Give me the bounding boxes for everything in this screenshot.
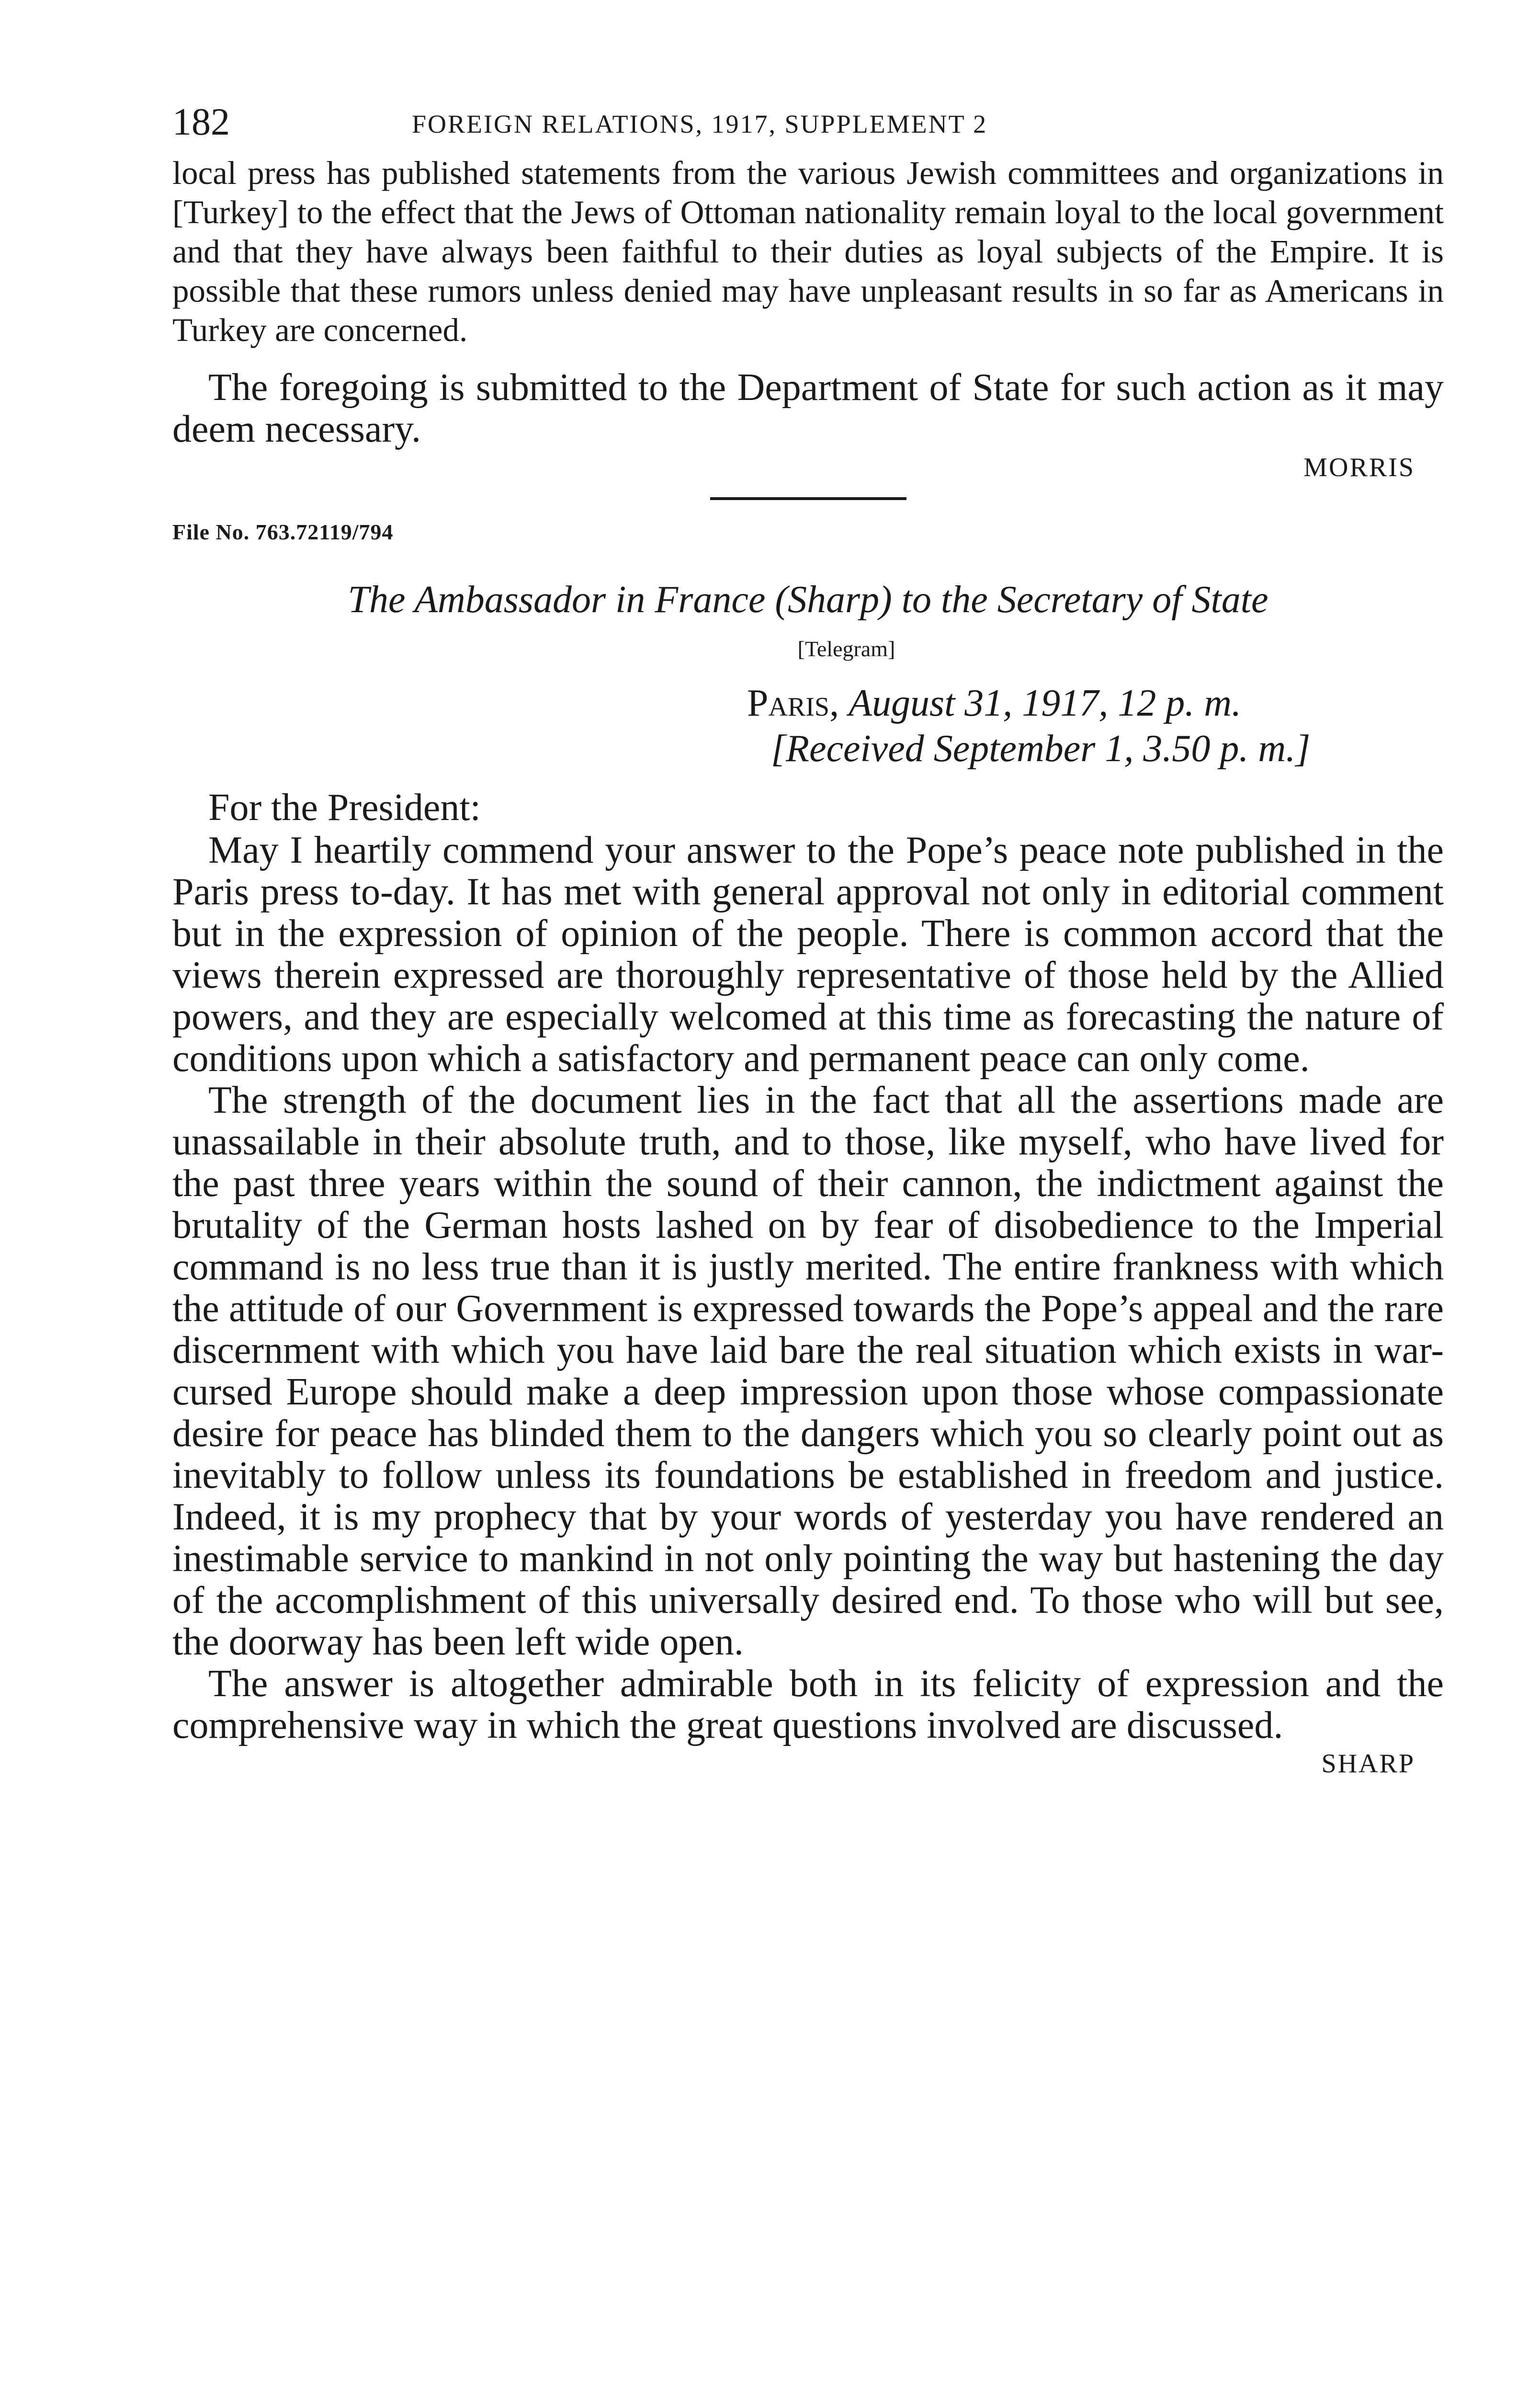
- body-paragraph-1: May I heartily commend your answer to the Pope’s peace note published in the Paris press to-day. It has met with general approval not only in editorial comment but in the expression of opinion of the people. There is common accord that the views therein expressed are thoroughly representative of those held by the Allied powers, and they are especially welcomed at this time as forecasting the nature of conditions upon which a satisfactory and permanent peace can only come.: [172, 829, 1444, 1080]
- document-type: [Telegram]: [797, 637, 895, 661]
- running-title: FOREIGN RELATIONS, 1917, SUPPLEMENT 2: [412, 110, 988, 138]
- document-page: [172, 101, 1444, 1779]
- salutation: For the President:: [208, 787, 481, 829]
- dateline-received: [Received September 1, 3.50 p. m.]: [771, 728, 1311, 770]
- signature-morris: MORRIS: [1303, 453, 1415, 482]
- closing-paragraph: The foregoing is submitted to the Department of State for such action as it may deem necessary.: [172, 366, 1444, 450]
- page-number: 182: [172, 101, 230, 143]
- dateline: [172, 681, 1444, 772]
- body-paragraph-2: The strength of the document lies in the fact that all the assertions made are unassailable in their absolute truth, and to those, like myself, who have lived for the past three years within the sound of their cannon, the indictment against the brutality of the German hosts lashed on by fear of disobedience to the Imperial command is no less true than it is justly merited. The entire frankness with which the attitude of our Government is expressed towards the Pope’s appeal and the rare discernment with which you have laid bare the real situation which exists in war-cursed Europe should make a deep impression upon those whose compassionate desire for peace has blinded them to the dangers which you so clearly point out as inevitably to follow unless its foundations be established in freedom and justice. Indeed, it is my prophecy that by your words of yesterday you have rendered an inestimable service to mankind in not only pointing the way but hastening the day of the accomplishment of this universally desired end. To those who will but see, the doorway has been left wide open.: [172, 1079, 1444, 1663]
- body-paragraph-3: The answer is altogether admirable both in its felicity of expression and the comprehensive way in which the great questions involved are discussed.: [172, 1663, 1444, 1746]
- file-number: File No. 763.72119/794: [172, 520, 394, 544]
- dateline-date: August 31, 1917, 12 p. m.: [849, 682, 1242, 724]
- dateline-place: Paris,: [747, 682, 839, 724]
- continuation-paragraph: local press has published statements from the various Jewish committees and organizations in [Turkey] to the effect that the Jews of Ottoman nationality remain loyal to the local government and that they have always been faithful to their duties as loyal subjects of the Empire. It is possible that these rumors unless denied may have unpleasant results in so far as Americans in Turkey are concerned.: [172, 155, 1444, 348]
- section-divider: [710, 497, 906, 500]
- document-title: The Ambassador in France (Sharp) to the Secretary of State: [348, 579, 1268, 621]
- running-header: [172, 101, 1444, 153]
- signature-sharp: SHARP: [1321, 1749, 1415, 1779]
- dateline-sent: [747, 681, 1444, 726]
